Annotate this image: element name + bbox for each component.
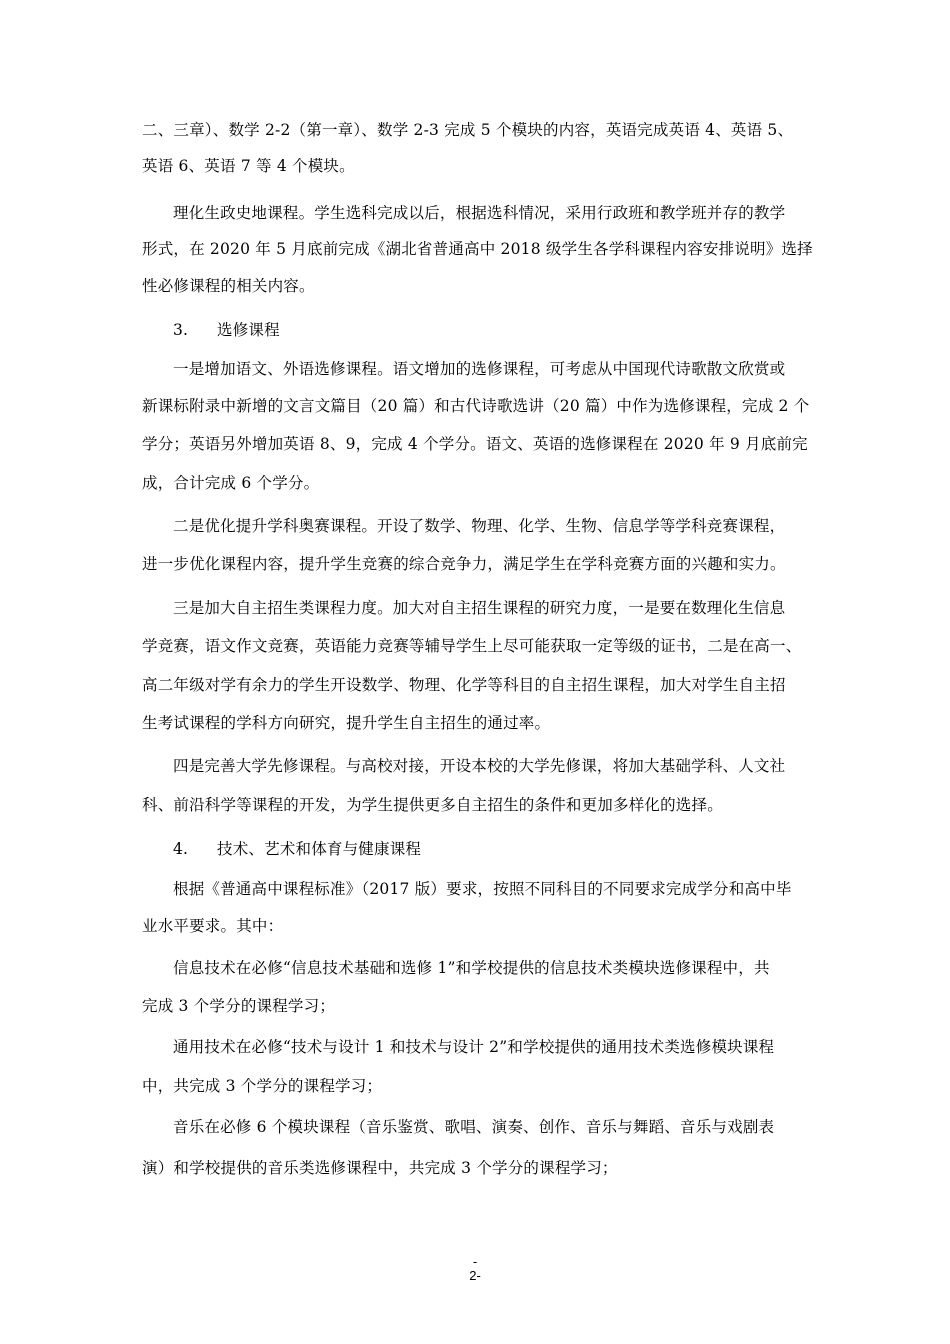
paragraph-line: 三是加大自主招生类课程力度。加大对自主招生课程的研究力度，一是要在数理化生信息 [173,599,786,617]
paragraph-line: 性必修课程的相关内容。 [142,277,315,295]
paragraph-line: 英语 6、英语 7 等 4 个模块。 [142,157,355,175]
paragraph-line: 高二年级对学有余力的学生开设数学、物理、化学等科目的自主招生课程，加大对学生自主招 [142,676,786,694]
paragraph-line: 一是增加语文、外语选修课程。语文增加的选修课程，可考虑从中国现代诗歌散文欣赏或 [173,360,786,378]
paragraph-line: 根据《普通高中课程标准》（2017 版）要求，按照不同科目的不同要求完成学分和高中毕 [173,880,792,898]
paragraph-line: 进一步优化课程内容，提升学生竞赛的综合竞争力，满足学生在学科竞赛方面的兴趣和实力。 [142,555,786,573]
paragraph-line: 音乐在必修 6 个模块课程（音乐鉴赏、歌唱、演奏、创作、音乐与舞蹈、音乐与戏剧表 [173,1118,775,1136]
section-heading [173,839,421,859]
section-title: 技术、艺术和体育与健康课程 [217,840,422,858]
paragraph-line: 生考试课程的学科方向研究，提升学生自主招生的通过率。 [142,714,551,732]
paragraph-line: 通用技术在必修“技术与设计 1 和技术与设计 2”和学校提供的通用技术类选修模块课程 [173,1038,775,1056]
paragraph-line: 二是优化提升学科奥赛课程。开设了数学、物理、化学、生物、信息学等学科竞赛课程， [173,517,786,535]
paragraph-line: 中，共完成 3 个学分的课程学习； [142,1077,383,1095]
paragraph-line: 四是完善大学先修课程。与高校对接，开设本校的大学先修课，将加大基础学科、人文社 [173,757,786,775]
paragraph-line: 学分；英语另外增加英语 8、9，完成 4 个学分。语文、英语的选修课程在 2020 年 9 月底前完 [142,435,808,453]
paragraph-line: 成，合计完成 6 个学分。 [142,474,320,492]
page-number: 2- [469,1268,481,1283]
paragraph-line: 演）和学校提供的音乐类选修课程中，共完成 3 个学分的课程学习； [142,1159,618,1177]
paragraph-line: 理化生政史地课程。学生选科完成以后，根据选科情况，采用行政班和教学班并存的教学 [173,204,786,222]
paragraph-line: 信息技术在必修“信息技术基础和选修 1”和学校提供的信息技术类模块选修课程中，共 [173,959,770,977]
paragraph-line: 二、三章）、数学 2-2（第一章）、数学 2-3 完成 5 个模块的内容，英语完成英语 4、英语 5、 [142,121,794,139]
footer-dash: - [472,1254,478,1269]
section-number: 4. [173,840,189,858]
section-title: 选修课程 [217,321,280,339]
paragraph-line: 学竞赛，语文作文竞赛，英语能力竞赛等辅导学生上尽可能获取一定等级的证书，二是在高一、 [142,637,802,655]
section-number: 3. [173,321,189,339]
paragraph-line: 形式，在 2020 年 5 月底前完成《湖北省普通高中 2018 级学生各学科课程内容安排说明》选择 [142,240,813,258]
paragraph-line: 业水平要求。其中： [142,917,284,935]
paragraph-line: 完成 3 个学分的课程学习； [142,997,336,1015]
paragraph-line: 新课标附录中新增的文言文篇目（20 篇）和古代诗歌选讲（20 篇）中作为选修课程，完成 2 个 [142,397,810,415]
section-heading [173,320,280,340]
paragraph-line: 科、前沿科学等课程的开发，为学生提供更多自主招生的条件和更加多样化的选择。 [142,796,723,814]
